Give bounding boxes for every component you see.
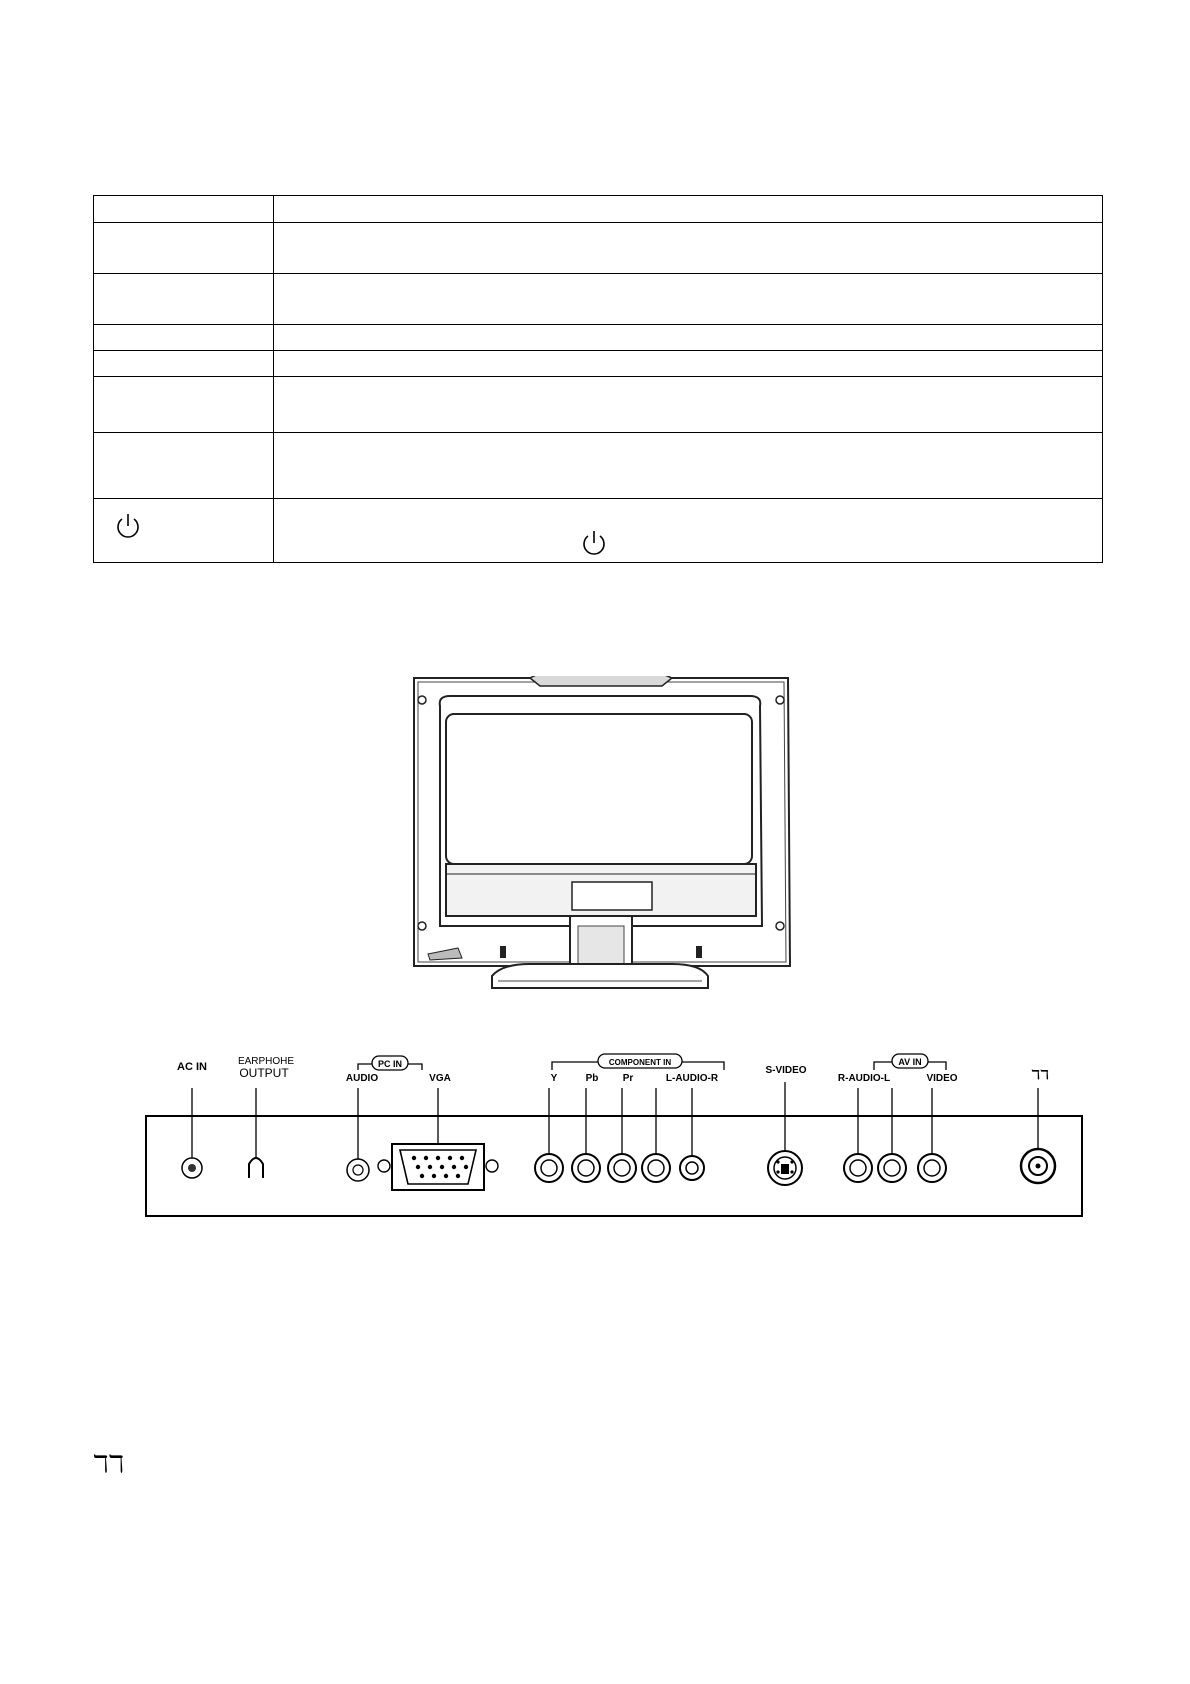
table-row [94,196,1103,223]
label-av-in: AV IN [898,1057,922,1067]
rca-jack-icon [535,1154,563,1182]
table-cell [94,274,274,325]
table-cell [94,196,274,223]
table-row [94,223,1103,274]
table-cell [274,274,1103,325]
rca-jack-icon [347,1159,369,1181]
table-row [94,377,1103,433]
table-cell [274,351,1103,377]
rca-jack-icon [878,1154,906,1182]
label-r-audio-l: R-AUDIO-L [837,1073,891,1084]
label-vga: VGA [429,1073,451,1084]
label-s-video: S-VIDEO [765,1065,807,1076]
table-row [94,325,1103,351]
ac-in-jack-icon [182,1158,202,1178]
table-cell [94,325,274,351]
monitor-rear-illustration [410,676,792,994]
label-earphone-line2: OUTPUT [239,1066,289,1080]
rca-jack-icon [572,1154,600,1182]
label-video: VIDEO [926,1073,958,1084]
table-cell [94,377,274,433]
s-video-port-icon [768,1151,802,1185]
table-cell [94,223,274,274]
table-cell [274,499,1103,563]
label-antenna: ℸℸ [1031,1068,1049,1083]
rca-jack-icon [918,1154,946,1182]
label-earphone-line1: EARPHOHE [237,1056,295,1067]
table-cell [274,377,1103,433]
rca-jack-icon [642,1154,670,1182]
label-component-in: COMPONENT IN [608,1058,672,1067]
label-audio: AUDIO [345,1073,379,1084]
table-cell [274,223,1103,274]
table-cell [94,351,274,377]
table-row [94,274,1103,325]
table-row [94,433,1103,499]
table-cell [274,325,1103,351]
rca-jack-icon [680,1156,704,1180]
controls-table [93,195,1103,563]
rca-jack-icon [608,1154,636,1182]
label-ac-in: AC IN [177,1061,207,1073]
power-icon [114,512,142,540]
table-cell [274,196,1103,223]
table-cell [94,433,274,499]
table-row [94,351,1103,377]
label-pb: Pb [585,1073,599,1084]
power-icon [580,529,608,557]
rca-jack-icon [844,1154,872,1182]
vga-port-icon [378,1144,498,1190]
antenna-symbol-text: ℸℸ [93,1450,124,1478]
label-l-audio-r: L-AUDIO-R [665,1073,719,1084]
label-pr: Pr [622,1073,634,1084]
table-cell [274,433,1103,499]
antenna-jack-icon [1021,1149,1055,1183]
connector-panel [140,1048,1090,1228]
label-pc-in: PC IN [377,1059,403,1069]
label-y: Y [550,1073,558,1084]
